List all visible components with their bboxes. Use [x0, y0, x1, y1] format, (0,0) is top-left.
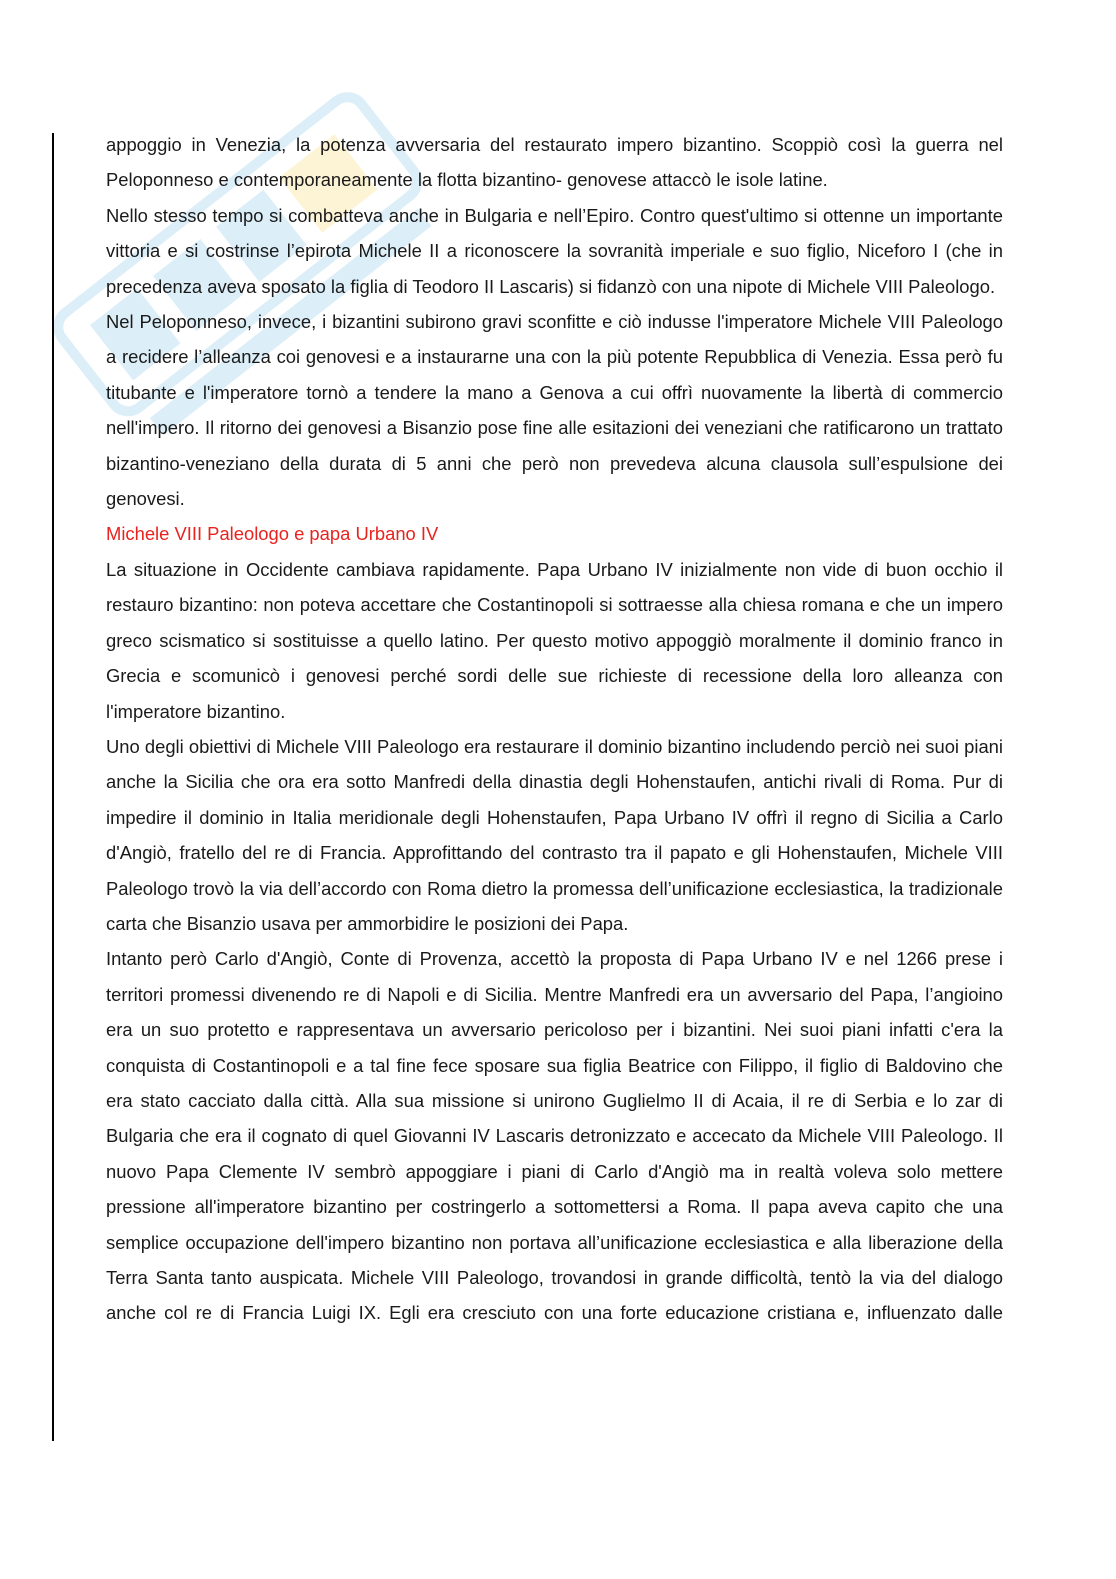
document-body	[106, 127, 1003, 1331]
paragraph: La situazione in Occidente cambiava rapidamente. Papa Urbano IV inizialmente non vide di buon occhio il restauro bizantino: non poteva accettare che Costantinopoli si sottraesse alla chiesa romana e che un impero greco scismatico si sostituisse a quello latino. Per questo motivo appoggiò moralmente il dominio franco in Grecia e scomunicò i genovesi perché sordi delle sue richieste di recessione della loro alleanza con l'imperatore bizantino.	[106, 558, 1003, 722]
paragraph: Intanto però Carlo d'Angiò, Conte di Provenza, accettò la proposta di Papa Urbano IV e nel 1266 prese i territori promessi divenendo re di Napoli e di Sicilia. Mentre Manfredi era un avversario del Papa, l’angioino era un suo protetto e rappresentava un avversario pericoloso per i bizantini. Nei suoi piani infatti c'era la conquista di Costantinopoli e a tal fine fece sposare sua figlia Beatrice con Filippo, il figlio di Baldovino che era stato cacciato dalla città. Alla sua missione si unirono Guglielmo II di Acaia, il re di Serbia e lo zar di Bulgaria che era il cognato di quel Giovanni IV Lascaris detronizzato e accecato da Michele VIII Paleologo. Il nuovo Papa Clemente IV sembrò appoggiare i piani di Carlo d'Angiò ma in realtà voleva solo mettere pressione all'imperatore bizantino per costringerlo a sottomettersi a Roma. Il papa aveva capito che una semplice occupazione dell'impero bizantino non portava all’unificazione ecclesiastica e alla liberazione della Terra Santa tanto auspicata. Michele VIII Paleologo, trovandosi in grande difficoltà, tentò la via del dialogo anche col re di Francia Luigi IX. Egli era cresciuto con una forte educazione cristiana e, influenzato dalle	[106, 948, 1003, 1324]
paragraph: Nello stesso tempo si combatteva anche in Bulgaria e nell’Epiro. Contro quest'ultimo si ottenne un importante vittoria e si costrinse l’epirota Michele II a riconoscere la sovranità imperiale e suo figlio, Niceforo I (che in precedenza aveva sposato la figlia di Teodoro II Lascaris) si fidanzò con una nipote di Michele VIII Paleologo.	[106, 204, 1003, 297]
paragraph: Nel Peloponneso, invece, i bizantini subirono gravi sconfitte e ciò indusse l'imperatore Michele VIII Paleologo a recidere l’alleanza coi genovesi e a instaurarne una con la più potente Repubblica di Venezia. Essa però fu titubante e l'imperatore tornò a tendere la mano a Genova a cui offrì nuovamente la libertà di commercio nell'impero. Il ritorno dei genovesi a Bisanzio pose fine alle esitazioni dei veneziani che ratificarono un trattato bizantino-veneziano della durata di 5 anni che però non prevedeva alcuna clausola sull’espulsione dei genovesi.	[106, 311, 1003, 510]
margin-rule	[52, 133, 54, 1441]
paragraph: Uno degli obiettivi di Michele VIII Paleologo era restaurare il dominio bizantino includendo perciò nei suoi piani anche la Sicilia che ora era sotto Manfredi della dinastia degli Hohenstaufen, antichi rivali di Roma. Pur di impedire il dominio in Italia meridionale degli Hohenstaufen, Papa Urbano IV offrì il regno di Sicilia a Carlo d'Angiò, fratello del re di Francia. Approfittando del contrasto tra il papato e gli Hohenstaufen, Michele VIII Paleologo trovò la via dell’accordo con Roma dietro la promessa dell’unificazione ecclesiastica, la tradizionale carta che Bisanzio usava per ammorbidire le posizioni dei Papa.	[106, 735, 1003, 934]
paragraph: appoggio in Venezia, la potenza avversaria del restaurato impero bizantino. Scoppiò così la guerra nel Peloponneso e contemporaneamente la flotta bizantino- genovese attaccò le isole latine.	[106, 134, 1003, 191]
section-heading: Michele VIII Paleologo e papa Urbano IV	[106, 523, 439, 545]
